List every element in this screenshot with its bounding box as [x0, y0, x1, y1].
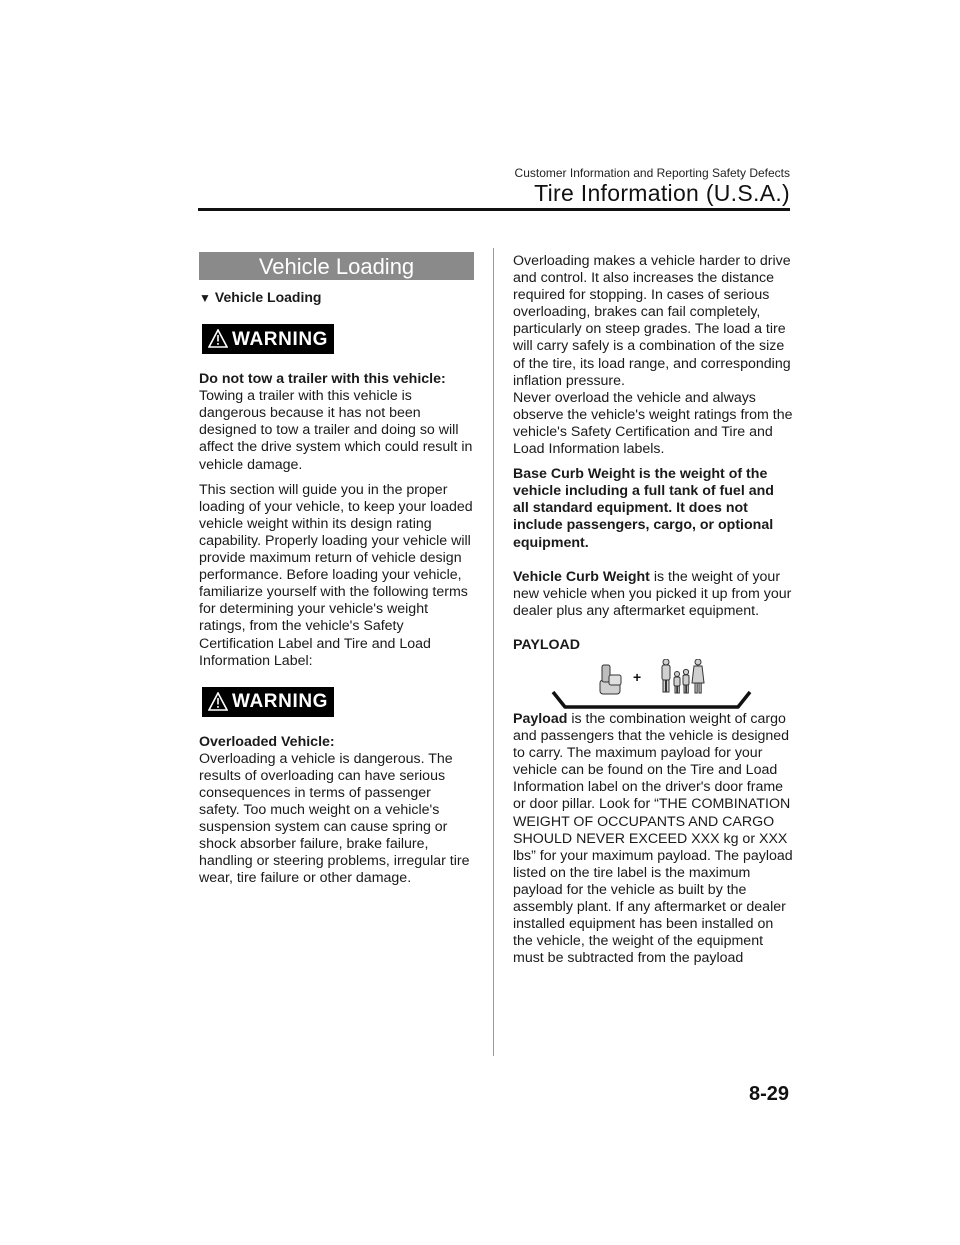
header-title: Tire Information (U.S.A.): [534, 180, 790, 206]
warning-triangle-icon: [208, 692, 228, 711]
intro-paragraph: This section will guide you in the proper loading of your vehicle, to keep your loaded vehicle weight within its design rating capability. Properly loading your vehicle will provide maximum return of vehicle design performance. Before loading your vehicle, familiarize yourself with the following terms for determining your vehicle's weight ratings, from the vehicle's Safety Certification Label and Tire and Load Information Label:: [199, 481, 473, 669]
page-number: 8-29: [748, 1083, 789, 1105]
warning-badge: [202, 324, 334, 354]
right-column: [513, 253, 793, 967]
payload-definition: is the combination weight of cargo and passengers that the vehicle is designed to carry. The maximum payload for your vehicle can be found on the Tire and Load Information label on the driver's door frame or door pillar. Look for “THE COMBINATION WEIGHT OF OCCUPANTS AND CARGO SHOULD NEVER EXCEED XXX kg or XXX lbs” for your maximum payload. The payload listed on the tire label is the maximum payload for the vehicle as built by the assembly plant. If any aftermarket or dealer installed equipment has been installed on the vehicle, the weight of the equipment must be subtracted from the payload: [513, 710, 793, 967]
payload-heading: PAYLOAD: [513, 636, 581, 653]
vehicle-curb-weight-paragraph: [513, 569, 793, 620]
subheading: [199, 289, 474, 307]
left-column: [199, 252, 474, 888]
vehicle-curb-weight-term: Vehicle Curb Weight: [513, 568, 650, 585]
plus-sign: +: [633, 668, 642, 685]
header-section: Customer Information and Reporting Safety Defects: [514, 166, 790, 180]
family-icon: [662, 659, 704, 693]
warning-body: Overloading a vehicle is dangerous. The results of overloading can have serious consequences in terms of passenger safety. Too much weight on a vehicle's suspension system can cause spring or shock absorber failure, brake failure, handling or steering problems, irregular tire wear, tire failure or other damage.: [199, 750, 470, 887]
vehicle-curb-weight-definition: is the weight of your new vehicle when you picked it up from your dealer plus any aftermarket equipment.: [513, 568, 792, 619]
warning-label: WARNING: [232, 328, 329, 350]
subheading-text: Vehicle Loading: [214, 289, 322, 305]
header-rule: [198, 208, 790, 211]
payload-illustration-graphic: [513, 659, 793, 711]
warning-label: WARNING: [232, 691, 329, 713]
warning-body: Towing a trailer with this vehicle is dangerous because it has not been designed to tow a trailer and doing so will affect the drive system which could result in vehicle damage.: [199, 388, 473, 473]
section-title-bar: Vehicle Loading: [199, 252, 474, 280]
triangle-down-icon: ▼: [199, 291, 211, 305]
column-divider: [493, 248, 494, 1056]
warning-heading: Overloaded Vehicle:: [199, 733, 335, 750]
payload-paragraph: [513, 711, 793, 967]
warning-badge: [202, 687, 334, 717]
payload-term: Payload: [513, 710, 568, 727]
warning-heading: Do not tow a trailer with this vehicle:: [199, 371, 446, 388]
payload-illustration: [513, 659, 793, 711]
warning-triangle-icon: [208, 329, 228, 348]
luggage-icon: [600, 665, 621, 694]
overload-paragraph: Overloading makes a vehicle harder to drive and control. It also increases the distance required for stopping. In cases of serious overloading, brakes can fail completely, particularly on steep grades. The load a tire will carry safely is a combination of the size of the tire, its load range, and corresponding inflation pressure.: [513, 253, 791, 389]
never-overload-paragraph: Never overload the vehicle and always observe the vehicle's weight ratings from the vehicle's Safety Certification and Tire and Load Information labels.: [513, 389, 793, 458]
base-curb-weight-paragraph: Base Curb Weight is the weight of the vehicle including a full tank of fuel and all standard equipment. It does not include passengers, cargo, or optional equipment.: [513, 466, 774, 551]
